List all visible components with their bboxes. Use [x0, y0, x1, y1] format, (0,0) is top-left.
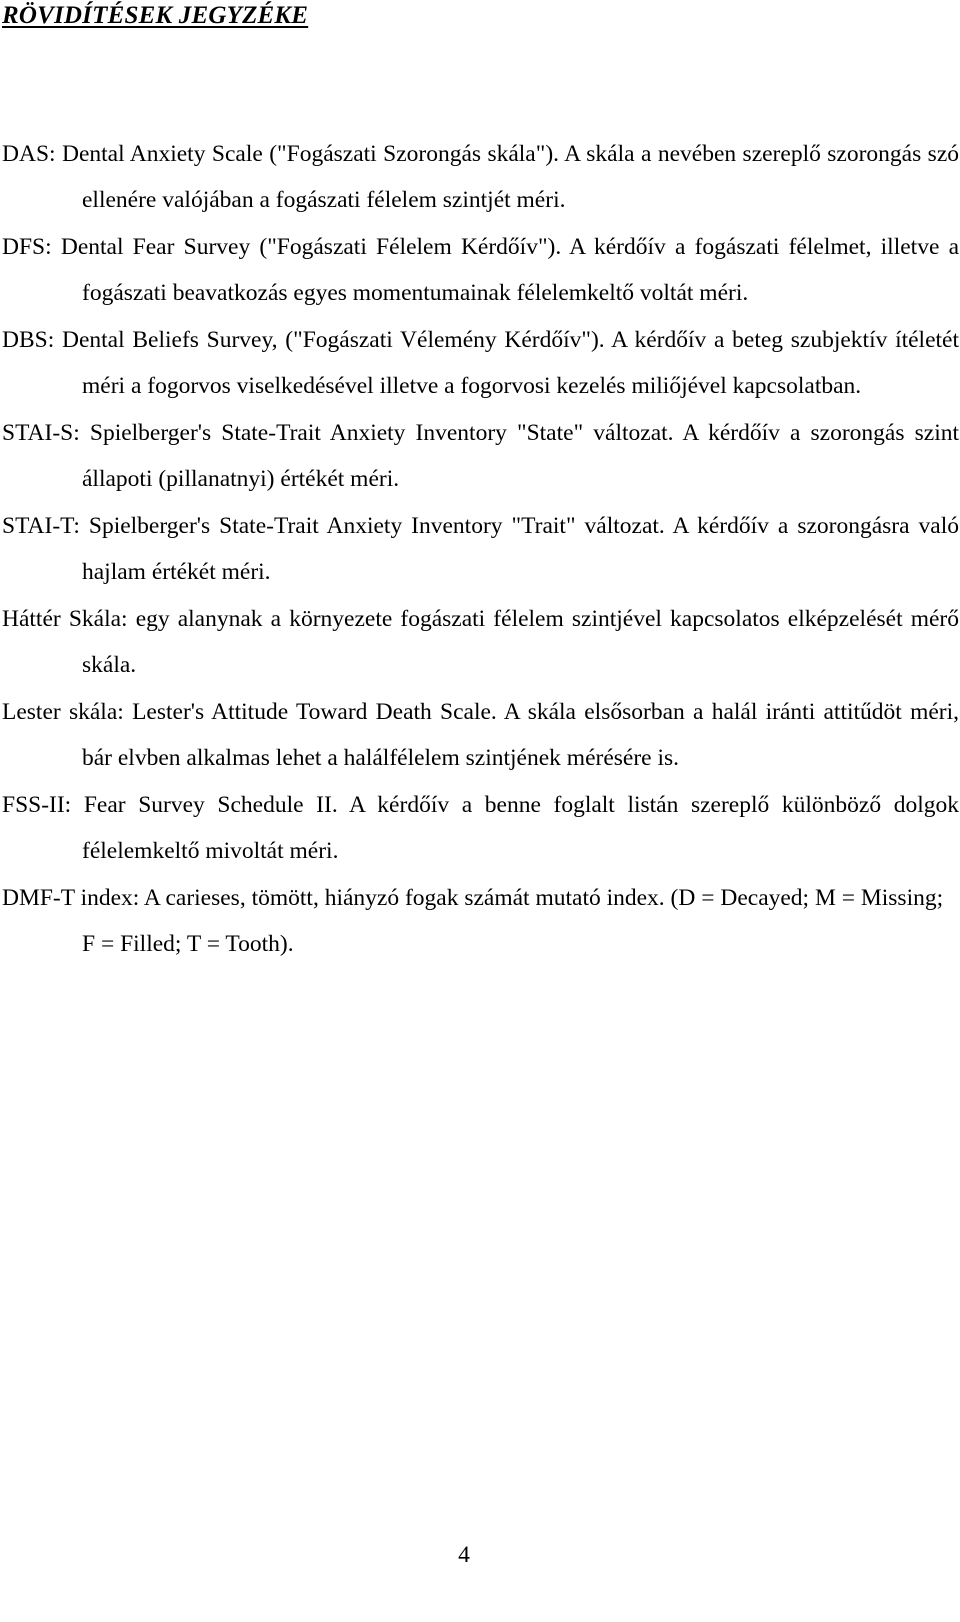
page-heading: RÖVIDÍTÉSEK JEGYZÉKE — [2, 2, 309, 29]
abbreviation-entry-stai-s — [2, 411, 959, 502]
page-number: 4 — [458, 1542, 470, 1568]
abbreviation-term: DMF-T index: — [2, 885, 140, 911]
abbreviation-description: Spielberger's State-Trait Anxiety Inventory "Trait" változat. A kérdőív a szorongásra való hajlam értékét méri. — [82, 513, 959, 585]
abbreviation-term: DFS: — [2, 234, 52, 260]
abbreviation-description: Fear Survey Schedule II. A kérdőív a benne foglalt listán szereplő különböző dolgok félelemkeltő mivoltát méri. — [82, 792, 959, 864]
abbreviation-entry-stai-t — [2, 504, 959, 595]
abbreviation-term: DBS: — [2, 327, 55, 353]
abbreviation-description: Dental Beliefs Survey, ("Fogászati Vélemény Kérdőív"). A kérdőív a beteg szubjektív ítéletét méri a fogorvos viselkedésével illetve a fogorvosi kezelés miliőjével kapcsolatban. — [61, 327, 960, 399]
abbreviation-term: Háttér Skála: — [2, 606, 128, 632]
abbreviation-entry-hatter-skala — [2, 597, 959, 688]
abbreviation-term: STAI-S: — [2, 420, 80, 446]
abbreviation-description: Dental Fear Survey ("Fogászati Félelem Kérdőív"). A kérdőív a fogászati félelmet, illetve a fogászati beavatkozás egyes momentumainak félelemkeltő voltát méri. — [60, 234, 960, 306]
abbreviation-description: Spielberger's State-Trait Anxiety Inventory "State" változat. A kérdőív a szorongás szint állapoti (pillanatnyi) értékét méri. — [82, 420, 959, 492]
abbreviation-description: Lester's Attitude Toward Death Scale. A skála elsősorban a halál iránti attitűdöt méri, bár elvben alkalmas lehet a halálfélelem szintjének mérésére is. — [82, 699, 960, 771]
abbreviation-description: egy alanynak a környezete fogászati félelem szintjével kapcsolatos elképzelését mérő skála. — [82, 606, 959, 678]
abbreviation-entry-dmf-t — [2, 876, 959, 967]
abbreviation-entry-dbs — [2, 318, 959, 409]
abbreviation-entry-fss-ii — [2, 783, 959, 874]
abbreviation-term: STAI-T: — [2, 513, 80, 539]
abbreviation-term: DAS: — [2, 141, 56, 167]
abbreviation-term: Lester skála: — [2, 699, 124, 725]
abbreviation-list — [2, 132, 959, 969]
abbreviation-entry-dfs — [2, 225, 959, 316]
abbreviation-term: FSS-II: — [2, 792, 72, 818]
abbreviation-entry-lester-skala — [2, 690, 959, 781]
abbreviation-description: A carieses, tömött, hiányzó fogak számát mutató index. (D = Decayed; M = Missing; F = Filled; T = Tooth). — [82, 885, 944, 957]
abbreviation-description: Dental Anxiety Scale ("Fogászati Szorongás skála"). A skála a nevében szereplő szorongás szó ellenére valójában a fogászati félelem szintjét méri. — [61, 141, 960, 213]
abbreviation-entry-das — [2, 132, 959, 223]
